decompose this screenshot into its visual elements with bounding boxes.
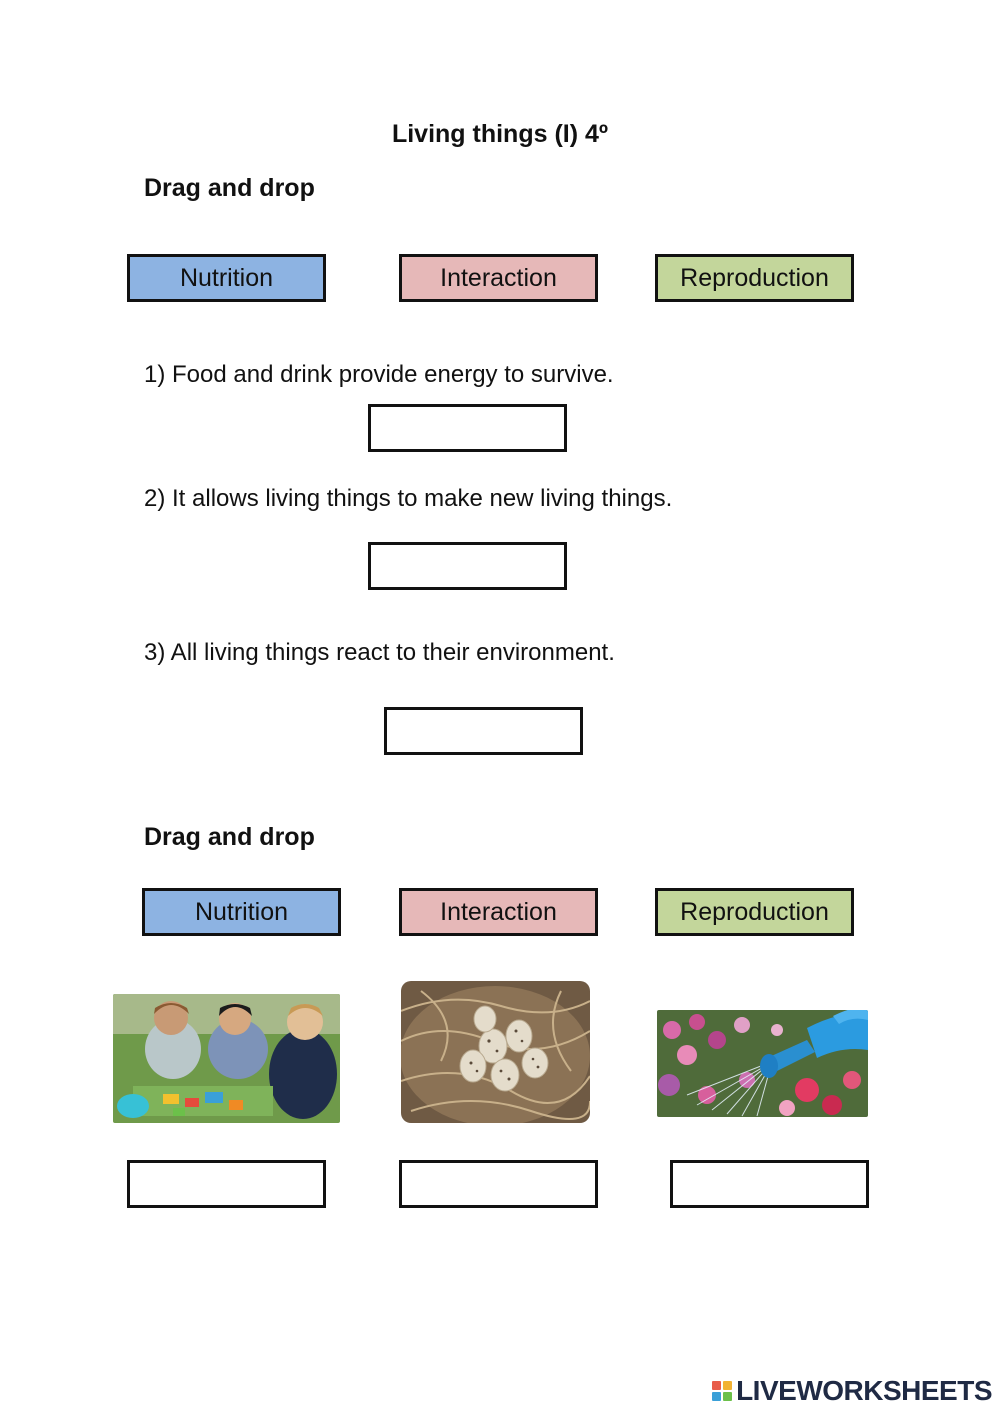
draggable-interaction-label-2[interactable]: Interaction xyxy=(399,888,598,936)
children-playing-photo xyxy=(113,994,340,1123)
drop-box-question-3[interactable] xyxy=(384,707,583,755)
draggable-reproduction-label[interactable]: Reproduction xyxy=(655,254,854,302)
liveworksheets-logo xyxy=(712,1375,992,1407)
drop-box-question-1[interactable] xyxy=(368,404,567,452)
bird-nest-eggs-photo xyxy=(401,981,590,1123)
liveworksheets-logo-icon xyxy=(712,1381,732,1401)
question-2: 2) It allows living things to make new living things. xyxy=(144,485,673,512)
question-1: 1) Food and drink provide energy to survive. xyxy=(144,361,614,388)
section-heading-2: Drag and drop xyxy=(144,823,315,851)
question-3: 3) All living things react to their environment. xyxy=(144,639,615,666)
watering-flowers-photo xyxy=(657,1010,868,1117)
draggable-reproduction-label-2[interactable]: Reproduction xyxy=(655,888,854,936)
drop-box-photo-1[interactable] xyxy=(127,1160,326,1208)
page-title: Living things (I) 4º xyxy=(391,120,609,148)
draggable-nutrition-label[interactable]: Nutrition xyxy=(127,254,326,302)
liveworksheets-logo-text: LIVEWORKSHEETS xyxy=(736,1375,992,1406)
drop-box-photo-3[interactable] xyxy=(670,1160,869,1208)
draggable-interaction-label[interactable]: Interaction xyxy=(399,254,598,302)
drop-box-photo-2[interactable] xyxy=(399,1160,598,1208)
drop-box-question-2[interactable] xyxy=(368,542,567,590)
draggable-nutrition-label-2[interactable]: Nutrition xyxy=(142,888,341,936)
section-heading-1: Drag and drop xyxy=(144,174,315,202)
